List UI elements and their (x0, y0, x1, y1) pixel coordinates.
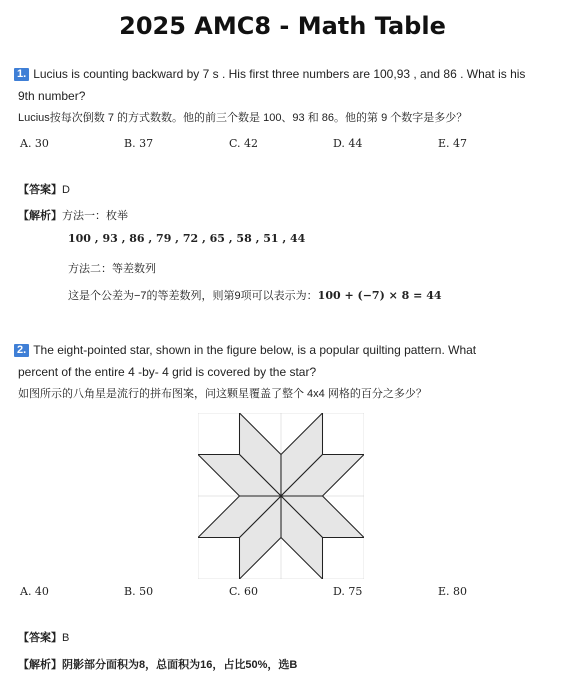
q2-answer (18, 628, 69, 646)
q1-stem-line2: 9th number? (18, 89, 86, 103)
q1-method2-text: 这是个公差为−7的等差数列，则第9项可以表示为： (68, 290, 318, 302)
q1-number-badge: 1. (14, 68, 29, 81)
q1-analysis (18, 206, 128, 224)
q2-analysis (18, 655, 297, 673)
q1-option-a: A. 30 (20, 137, 49, 150)
q1-option-d: D. 44 (333, 137, 363, 150)
q1-answer-value: D (62, 184, 70, 196)
q1-text-line1 (14, 66, 525, 82)
q2-analysis-text: 阴影部分面积为8，总面积为16，占比50%，选B (62, 659, 298, 671)
q1-option-e: E. 47 (438, 137, 468, 150)
q1-stem-line1: Lucius is counting backward by 7 s . His first three numbers are 100,93 , and 86 . What is his (33, 67, 526, 81)
q2-option-d: D. 75 (333, 585, 363, 598)
q1-method2-formula: 100 + (−7) × 8 = 44 (317, 289, 442, 302)
q2-option-a: A. 40 (20, 585, 49, 598)
q1-option-c: C. 42 (229, 137, 259, 150)
q1-answer-label: 【答案】 (18, 184, 62, 196)
q2-analysis-label: 【解析】 (18, 659, 62, 671)
q1-method2-line (68, 286, 442, 304)
q2-answer-label: 【答案】 (18, 632, 62, 644)
q1-answer (18, 180, 70, 198)
q1-option-b: B. 37 (124, 137, 154, 150)
q2-text-line1 (14, 342, 476, 358)
q2-option-e: E. 80 (438, 585, 468, 598)
eight-pointed-star-figure (198, 413, 364, 579)
q1-stem-zh: Lucius按每次倒数 7 的方式数数。他的前三个数是 100、93 和 86。他的第 9 个数字是多少？ (18, 112, 468, 124)
q2-answer-value: B (62, 632, 70, 644)
q1-analysis-label: 【解析】 (18, 210, 62, 222)
q2-option-c: C. 60 (229, 585, 259, 598)
q1-method2: 方法二：等差数列 (68, 263, 156, 275)
q2-option-b: B. 50 (124, 585, 154, 598)
q2-stem-zh: 如图所示的八角星是流行的拼布图案，问这颗星覆盖了整个 4x4 网格的百分之多少？ (18, 388, 427, 400)
q1-sequence: 100 , 93 , 86 , 79 , 72 , 65 , 58 , 51 , 44 (68, 232, 306, 245)
q2-stem-line2: percent of the entire 4 -by- 4 grid is covered by the star? (18, 365, 317, 379)
page-title: 2025 AMC8 - Math Table (119, 12, 446, 40)
q1-method1: 方法一：枚举 (62, 210, 128, 222)
q2-number-badge: 2. (14, 344, 29, 357)
q2-stem-line1: The eight-pointed star, shown in the figure below, is a popular quilting pattern. What (33, 343, 477, 357)
